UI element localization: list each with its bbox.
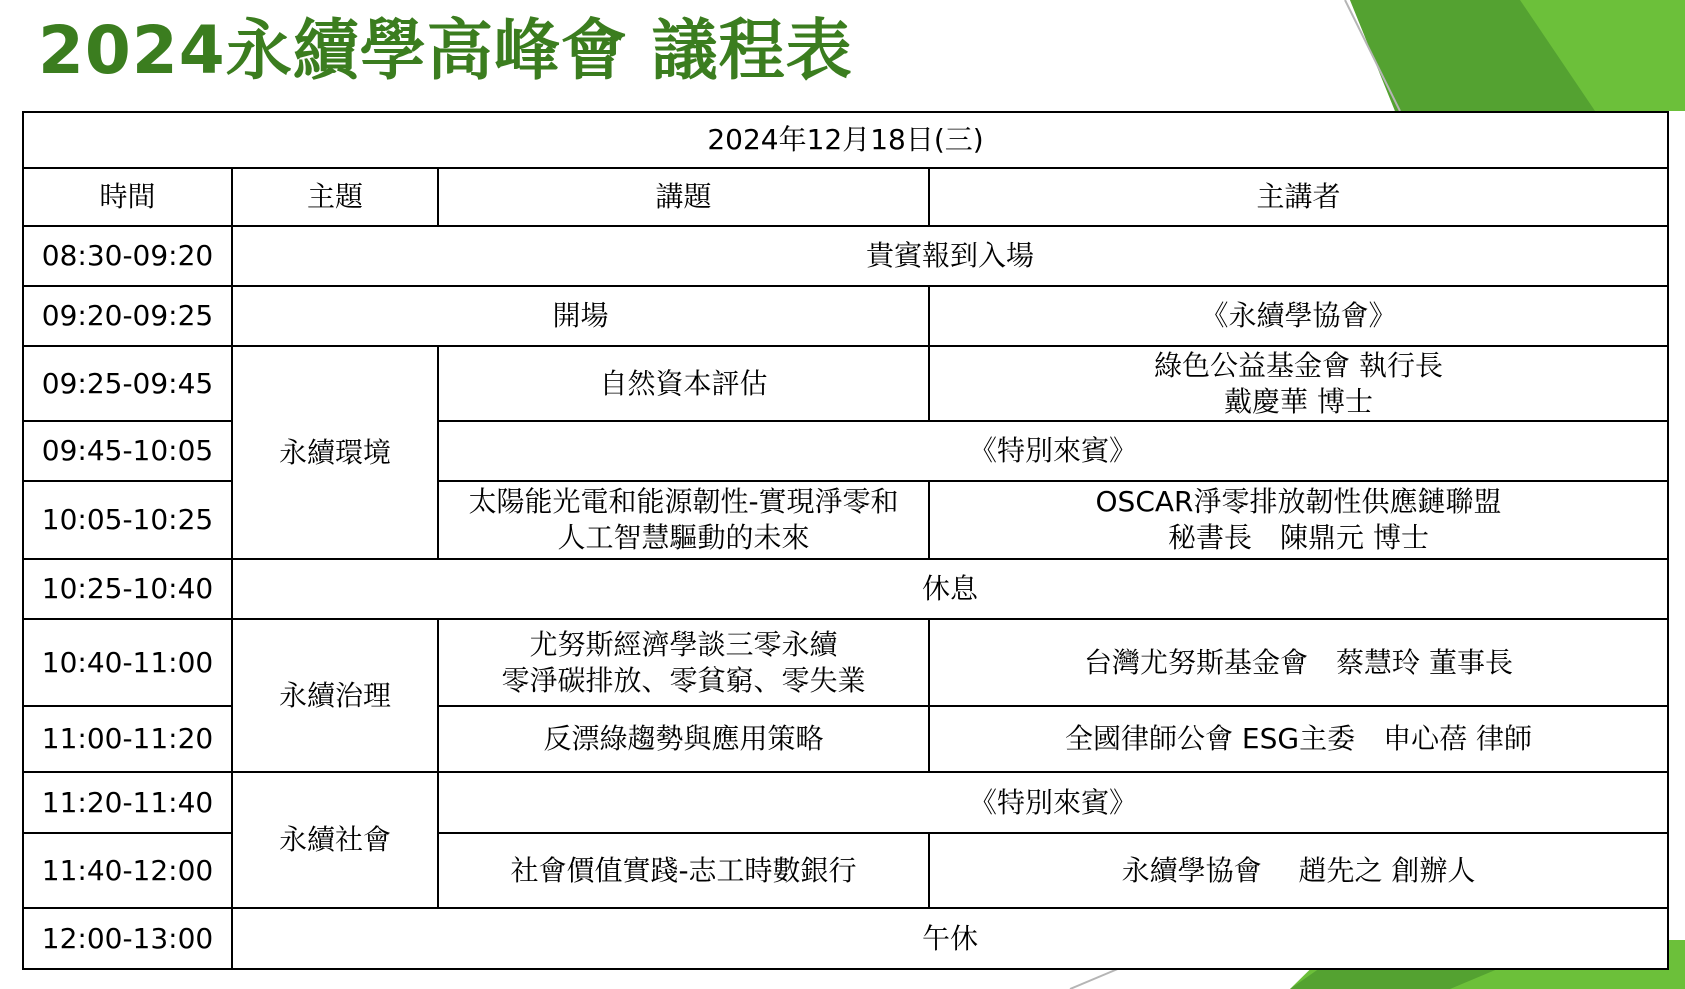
time-cell: 09:45-10:05 [23, 421, 232, 481]
header-row [23, 168, 1668, 226]
topic-line: 零淨碳排放、零貧窮、零失業 [501, 663, 866, 697]
table-row [23, 559, 1668, 619]
time-cell: 11:00-11:20 [23, 706, 232, 772]
table-row [23, 226, 1668, 286]
page-title: 2024永續學高峰會 議程表 [38, 12, 853, 89]
speaker-cell: 全國律師公會 ESG主委 申心蓓 律師 [929, 706, 1668, 772]
theme-cell-environment: 永續環境 [232, 346, 438, 559]
header-speaker: 主講者 [929, 168, 1668, 226]
header-time: 時間 [23, 168, 232, 226]
time-cell: 10:05-10:25 [23, 481, 232, 559]
merged-cell: 休息 [232, 559, 1668, 619]
topic-cell: 反漂綠趨勢與應用策略 [438, 706, 929, 772]
table-row [23, 772, 1668, 833]
agenda-table [22, 111, 1669, 970]
topic-line: 太陽能光電和能源韌性-實現淨零和 [468, 485, 899, 518]
time-cell: 09:25-09:45 [23, 346, 232, 421]
header-theme: 主題 [232, 168, 438, 226]
merged-cell: 《特別來賓》 [438, 772, 1668, 833]
time-cell: 08:30-09:20 [23, 226, 232, 286]
time-cell: 10:40-11:00 [23, 619, 232, 706]
topic-cell: 社會價值實踐-志工時數銀行 [438, 833, 929, 908]
speaker-line: 戴慶華 博士 [1224, 384, 1373, 418]
theme-cell-governance: 永續治理 [232, 619, 438, 772]
speaker-cell: 《永續學協會》 [929, 286, 1668, 346]
speaker-line: OSCAR淨零排放韌性供應鏈聯盟 [1095, 485, 1502, 518]
topic-line: 尤努斯經濟學談三零永續 [529, 627, 838, 661]
speaker-cell [929, 346, 1668, 421]
topic-cell [438, 619, 929, 706]
merged-cell: 《特別來賓》 [438, 421, 1668, 481]
table-row [23, 619, 1668, 706]
topic-cell [438, 481, 929, 559]
time-cell: 11:20-11:40 [23, 772, 232, 833]
theme-cell-society: 永續社會 [232, 772, 438, 908]
topic-line: 人工智慧驅動的未來 [557, 521, 810, 554]
header-topic: 講題 [438, 168, 929, 226]
topic-cell: 開場 [232, 286, 929, 346]
time-cell: 10:25-10:40 [23, 559, 232, 619]
speaker-cell: 永續學協會 趙先之 創辦人 [929, 833, 1668, 908]
table-row [23, 346, 1668, 421]
agenda-date: 2024年12月18日(三) [23, 112, 1668, 168]
time-cell: 12:00-13:00 [23, 908, 232, 969]
speaker-line: 秘書長 陳鼎元 博士 [1168, 521, 1429, 554]
topic-cell: 自然資本評估 [438, 346, 929, 421]
speaker-cell [929, 481, 1668, 559]
time-cell: 09:20-09:25 [23, 286, 232, 346]
merged-cell: 午休 [232, 908, 1668, 969]
time-cell: 11:40-12:00 [23, 833, 232, 908]
speaker-cell: 台灣尤努斯基金會 蔡慧玲 董事長 [929, 619, 1668, 706]
date-row [23, 112, 1668, 168]
table-row [23, 908, 1668, 969]
table-row [23, 286, 1668, 346]
merged-cell: 貴賓報到入場 [232, 226, 1668, 286]
speaker-line: 綠色公益基金會 執行長 [1154, 348, 1443, 382]
